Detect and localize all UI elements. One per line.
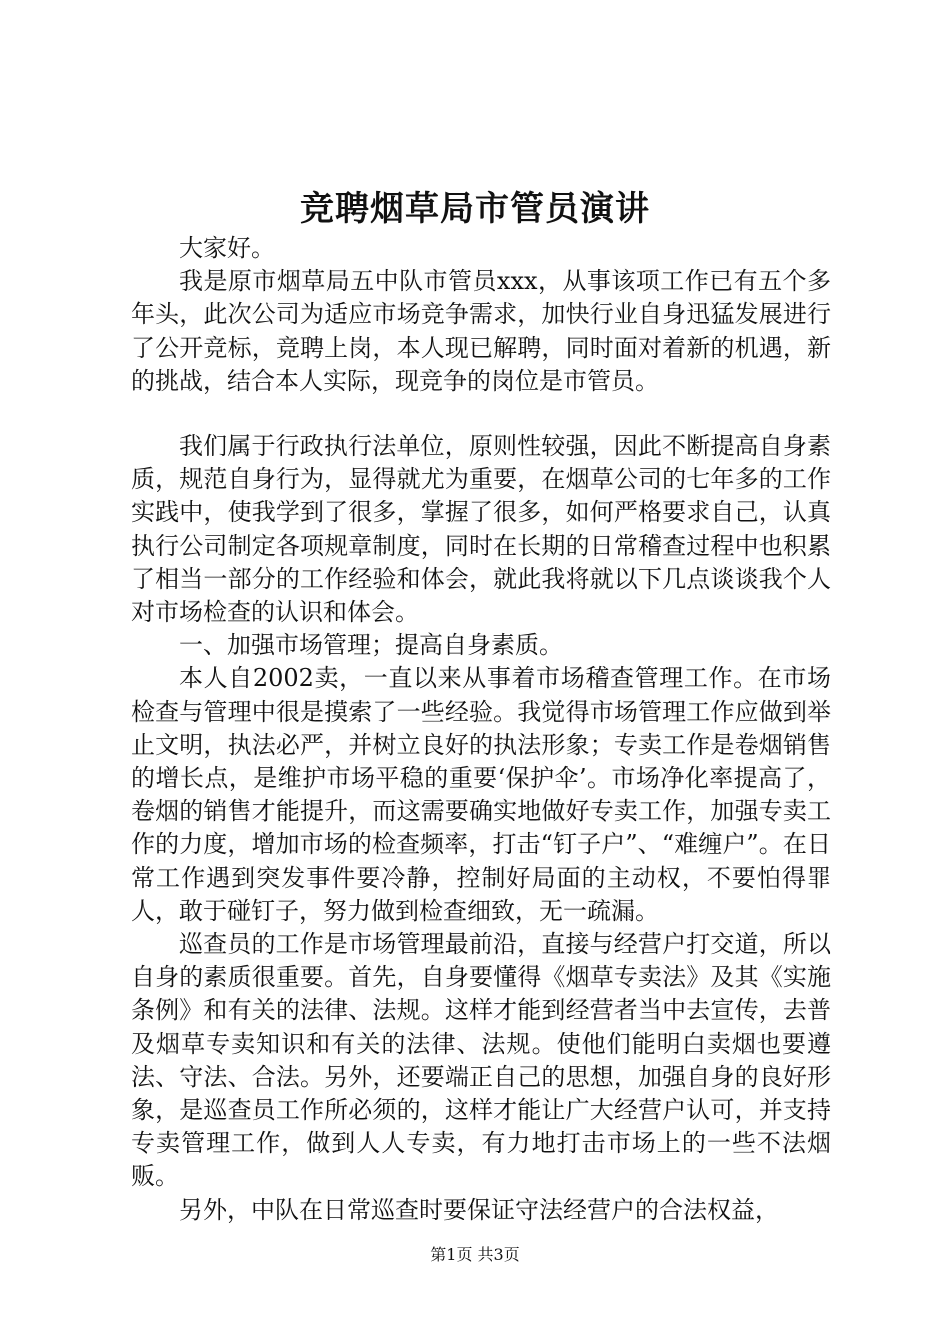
page-footer: 第1页 共3页 xyxy=(430,1245,520,1264)
document-body xyxy=(131,232,831,1227)
section-heading: 一、加强市场管理；提高自身素质。 xyxy=(179,631,563,660)
paragraph-introduction: 我是原市烟草局五中队市管员xxx，从事该项工作已有五个多年头，此次公司为适应市场竞争需求，加快行业自身迅猛发展进行了公开竞标，竞聘上岗，本人现已解聘，同时面对着新的机遇，新的挑战，结合本人实际，现竞争的岗位是市管员。 xyxy=(131,267,831,395)
paragraph-work-experience: 我们属于行政执行法单位，原则性较强，因此不断提高自身素质，规范自身行为，显得就尤为重要，在烟草公司的七年多的工作实践中，使我学到了很多，掌握了很多，如何严格要求自己，认真执行公司制定各项规章制度，同时在长期的日常稽查过程中也积累了相当一部分的工作经验和体会，就此我将就以下几点谈谈我个人对市场检查的认识和体会。 xyxy=(131,432,831,627)
paragraph-greeting: 大家好。 xyxy=(179,234,275,262)
paragraph-continued: 另外，中队在日常巡查时要保证守法经营户的合法权益， xyxy=(179,1195,779,1224)
paragraph-inspector-quality: 巡查员的工作是市场管理最前沿，直接与经营户打交道，所以自身的素质很重要。首先，自身要懂得《烟草专卖法》及其《实施条例》和有关的法律、法规。这样才能到经营者当中去宣传，去普及烟草专卖知识和有关的法律、法规。使他们能明白卖烟也要遵法、守法、合法。另外，还要端正自己的思想，加强自身的良好形象，是巡查员工作所必须的，这样才能让广大经营户认可，并支持专卖管理工作，做到人人专卖，有力地打击市场上的一些不法烟贩。 xyxy=(131,930,831,1191)
document-title: 竞聘烟草局市管员演讲 xyxy=(300,189,650,229)
paragraph-market-management: 本人自2002卖，一直以来从事着市场稽查管理工作。在市场检查与管理中很是摸索了一些经验。我觉得市场管理工作应做到举止文明，执法必严，并树立良好的执法形象；专卖工作是卷烟销售的增长点，是维护市场平稳的重要‘保护伞’。市场净化率提高了，卷烟的销售才能提升，而这需要确实地做好专卖工作，加强专卖工作的力度，增加市场的检查频率，打击“钉子户”、“难缠户”。在日常工作遇到突发事件要冷静，控制好局面的主动权，不要怕得罪人，敢于碰钉子，努力做到检查细致，无一疏漏。 xyxy=(131,664,831,925)
